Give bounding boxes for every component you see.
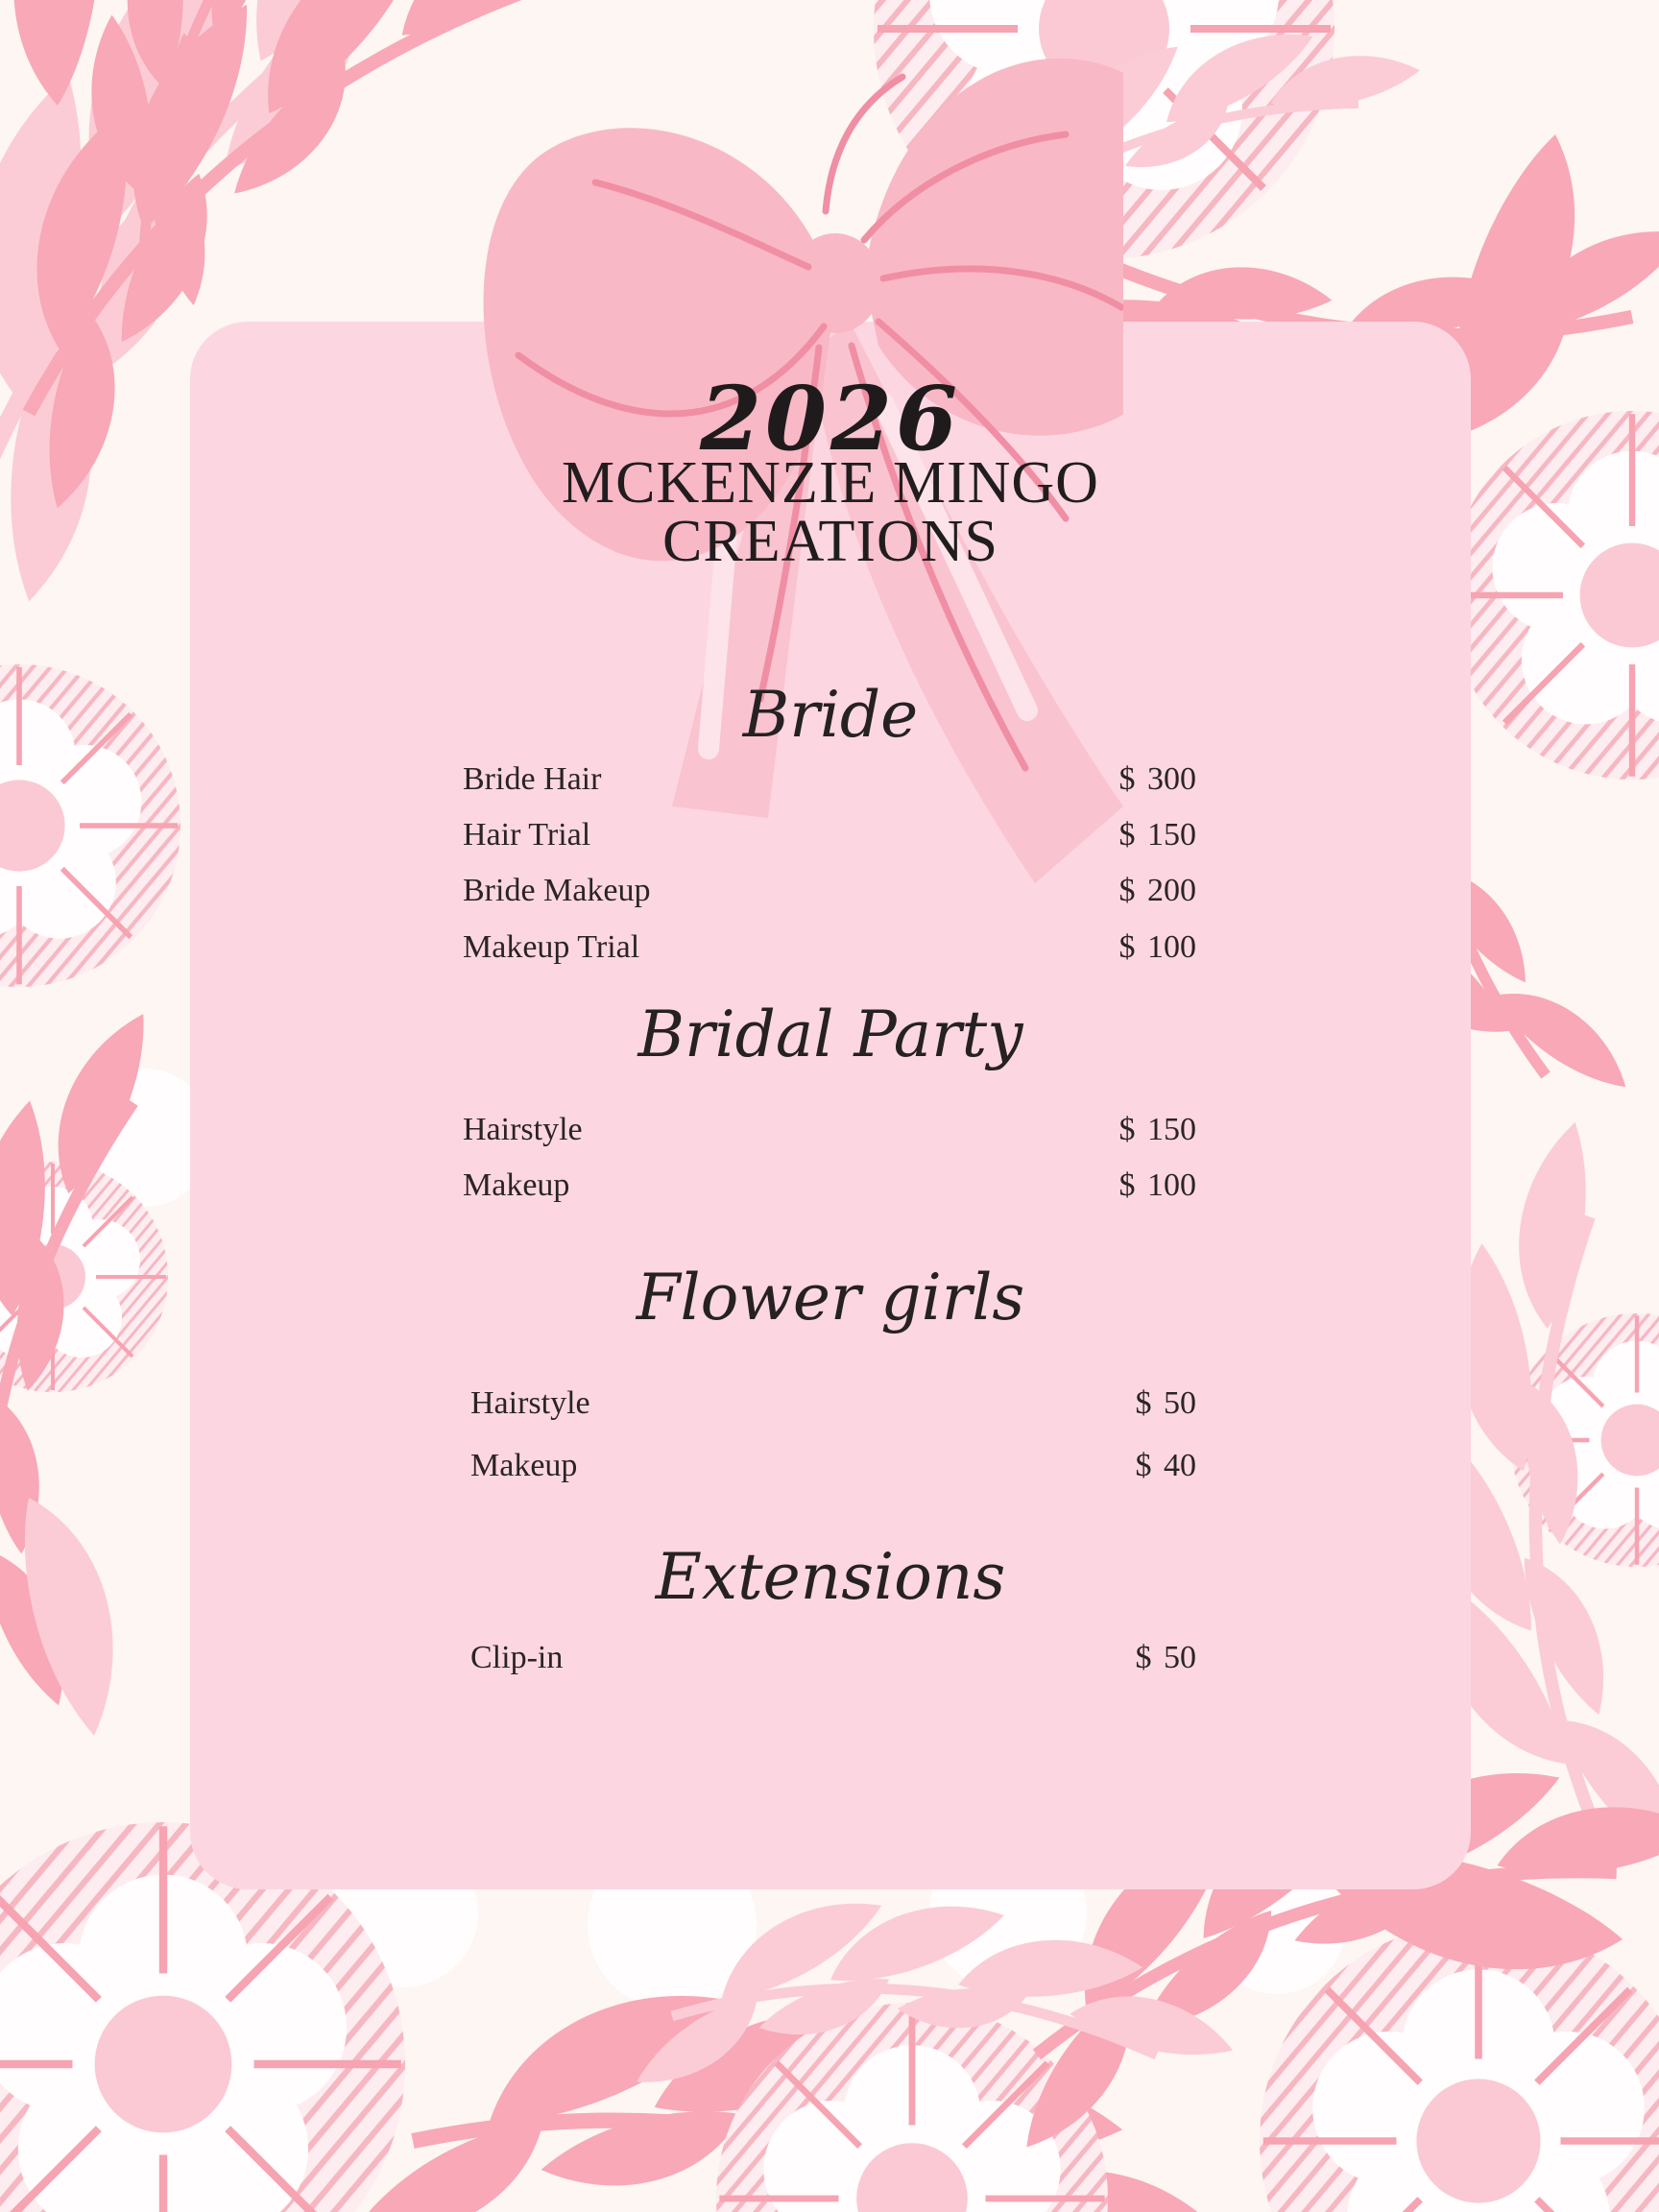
- service-name: Hair Trial: [463, 817, 591, 853]
- section-heading-flower-girls: Flower girls: [636, 1261, 1025, 1334]
- service-row: [470, 1376, 1196, 1431]
- service-price: $ 50: [1135, 1640, 1196, 1675]
- service-row: [463, 807, 1196, 863]
- service-price: $ 150: [1118, 1112, 1196, 1147]
- brand-line-2: CREATIONS: [661, 509, 999, 574]
- service-name: Makeup Trial: [463, 929, 640, 965]
- service-row: [470, 1438, 1196, 1494]
- service-price: $ 100: [1118, 1167, 1196, 1203]
- service-row: [463, 863, 1196, 919]
- service-name: Hairstyle: [463, 1112, 583, 1147]
- service-row: [470, 1630, 1196, 1686]
- service-name: Makeup: [470, 1448, 578, 1483]
- service-price: $ 100: [1118, 929, 1196, 965]
- service-name: Hairstyle: [470, 1385, 590, 1421]
- page-title: [190, 450, 1471, 574]
- section-heading-bride: Bride: [742, 678, 919, 752]
- section-heading-bridal-party: Bridal Party: [637, 998, 1023, 1071]
- section-heading-extensions: Extensions: [655, 1540, 1006, 1614]
- service-row: [463, 1102, 1196, 1158]
- service-name: Bride Hair: [463, 761, 602, 797]
- service-price: $ 150: [1118, 817, 1196, 853]
- service-row: [463, 920, 1196, 975]
- service-price: $ 40: [1135, 1448, 1196, 1483]
- service-price: $ 50: [1135, 1385, 1196, 1421]
- service-price: $ 300: [1118, 761, 1196, 797]
- brand-line-1: MCKENZIE MINGO: [562, 450, 1099, 516]
- service-price: $ 200: [1118, 873, 1196, 908]
- service-name: Clip-in: [470, 1640, 564, 1675]
- service-name: Makeup: [463, 1167, 570, 1203]
- service-row: [463, 1158, 1196, 1214]
- year: 2026: [699, 367, 962, 470]
- service-name: Bride Makeup: [463, 873, 651, 908]
- service-row: [463, 752, 1196, 807]
